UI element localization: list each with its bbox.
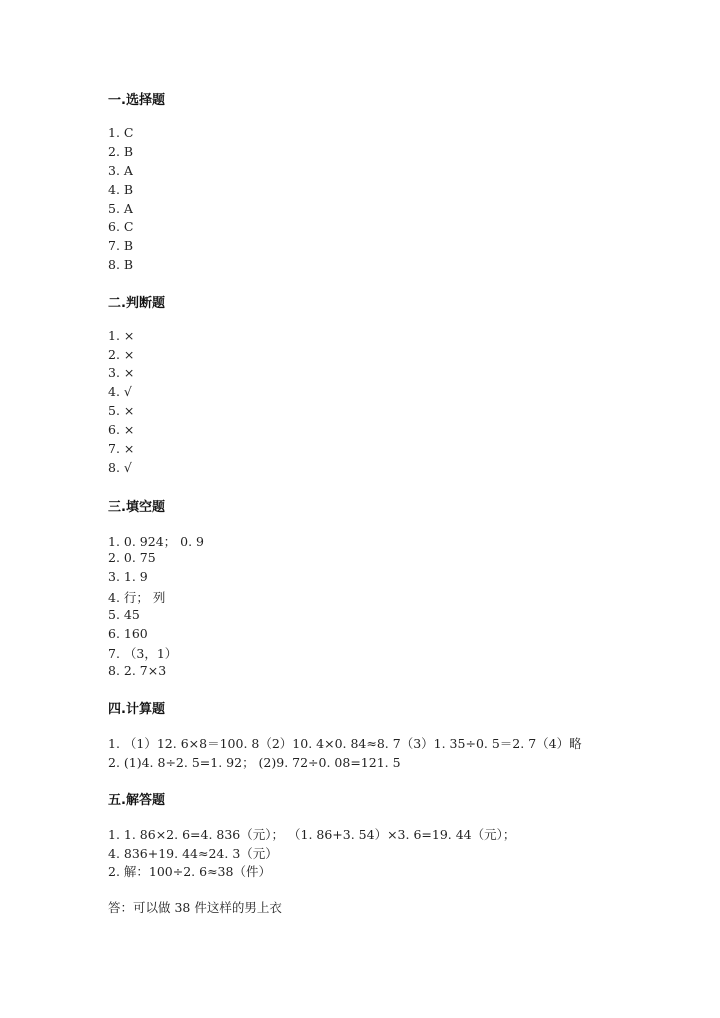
answer-line: 3. 1. 9 bbox=[108, 569, 148, 584]
answer-line: 4. B bbox=[108, 182, 134, 197]
answer-line: 6. C bbox=[108, 219, 134, 234]
answer-line: 7. × bbox=[108, 441, 135, 456]
answer-line: 3. A bbox=[108, 163, 133, 178]
answer-line: 2. 0. 75 bbox=[108, 550, 156, 565]
section-title-solve: 五.解答题 bbox=[108, 793, 165, 808]
answer-line: 2. B bbox=[108, 144, 134, 159]
answer-line: 7. （3，1） bbox=[108, 646, 178, 661]
section-title-calc: 四.计算题 bbox=[108, 702, 165, 717]
answer-line: 答：可以做 38 件这样的男上衣 bbox=[108, 900, 282, 915]
answer-line: 1. （1）12. 6×8＝100. 8（2）10. 4×0. 84≈8. 7（3）1. 35÷0. 5＝2. 7（4）略 bbox=[108, 736, 582, 751]
answer-line: 7. B bbox=[108, 238, 134, 253]
answer-line: 8. B bbox=[108, 257, 134, 272]
section-title-judge: 二.判断题 bbox=[108, 296, 165, 311]
answer-line: 8. 2. 7×3 bbox=[108, 663, 167, 678]
answer-line: 1. C bbox=[108, 125, 134, 140]
answer-line: 5. × bbox=[108, 403, 135, 418]
answer-line: 2. 解：100÷2. 6≈38（件） bbox=[108, 864, 271, 879]
section-title-choice: 一.选择题 bbox=[108, 93, 165, 108]
answer-line: 5. 45 bbox=[108, 607, 140, 622]
answer-line: 4. 行； 列 bbox=[108, 590, 166, 605]
answer-line: 4. 836+19. 44≈24. 3（元） bbox=[108, 846, 278, 861]
section-title-fill: 三.填空题 bbox=[108, 500, 165, 515]
answer-line: 1. × bbox=[108, 328, 135, 343]
answer-line: 1. 0. 924； 0. 9 bbox=[108, 534, 204, 549]
answer-line: 8. √ bbox=[108, 460, 132, 475]
answer-line: 3. × bbox=[108, 365, 135, 380]
answer-line: 1. 1. 86×2. 6=4. 836（元）； （1. 86+3. 54）×3. 6=19. 44（元）； bbox=[108, 827, 516, 842]
answer-line: 6. × bbox=[108, 422, 135, 437]
answer-line: 4. √ bbox=[108, 384, 132, 399]
answer-line: 2. (1)4. 8÷2. 5=1. 92； (2)9. 72÷0. 08=121. 5 bbox=[108, 755, 401, 770]
answer-line: 2. × bbox=[108, 347, 135, 362]
answer-line: 5. A bbox=[108, 201, 133, 216]
answer-line: 6. 160 bbox=[108, 626, 148, 641]
